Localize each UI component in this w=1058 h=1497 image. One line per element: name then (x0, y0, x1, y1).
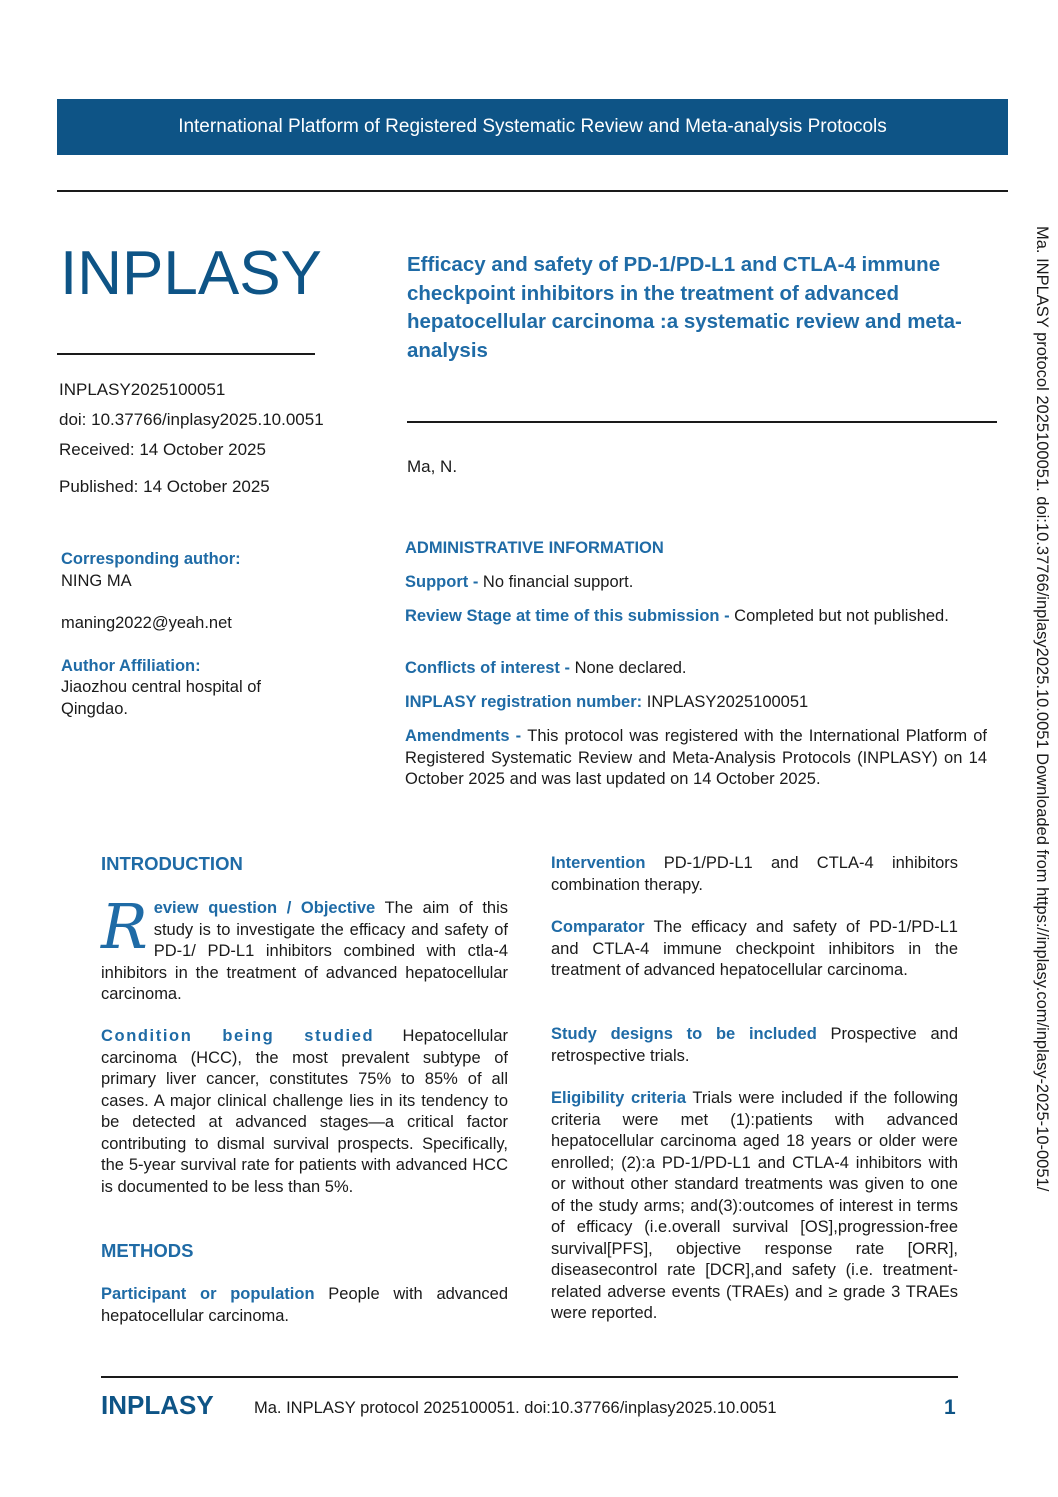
amendments-info (405, 726, 987, 791)
registration-label: INPLASY registration number: (405, 693, 647, 711)
support-label: Support - (405, 573, 483, 591)
footer-logo: INPLASY (101, 1390, 214, 1420)
conflicts-text: None declared. (574, 659, 687, 677)
eligibility-label: Eligibility criteria (551, 1089, 687, 1107)
population-label: Participant or population (101, 1285, 315, 1303)
comparator-text: The efficacy and safety of PD-1/PD-L1 and CTLA-4 immune checkpoint inhibitors in the treatment of advanced hepatocellular carcinoma. (551, 918, 958, 979)
author-name: Ma, N. (407, 457, 458, 476)
methods-heading: METHODS (101, 1240, 194, 1261)
title-divider (407, 421, 997, 423)
eligibility-text: Trials were included if the following criteria were met (1):patients with advanced hepatocellular carcinoma aged 18 years or older were enrolled; (2):a PD-1/PD-L1 and CTLA-4 inhibitors with or without other standard treatments was given to one of the study arms; and(3):outcomes of interest in terms of efficacy (i.e.overall survival [OS],progression-free survival[PFS], objective response rate [ORR], diseasecontrol rate [DCR],and safety (i.e. treatment-related adverse events (TRAEs) and ≥ grade 3 TRAEs were reported. (551, 1089, 958, 1322)
condition-paragraph (101, 1026, 508, 1198)
population-text: People with advanced hepatocellular carcinoma. (101, 1285, 508, 1325)
footer-divider (101, 1376, 958, 1378)
review-question-label: eview question / Objective (153, 899, 376, 917)
review-stage-text: Completed but not published. (734, 607, 949, 625)
corresponding-author-name: NING MA (61, 572, 132, 590)
registration-info (405, 692, 987, 714)
conflicts-info (405, 658, 987, 680)
published-date: Published: 14 October 2025 (59, 477, 270, 496)
download-side-note: Ma. INPLASY protocol 2025100051. doi:10.37766/inplasy2025.10.0051 Downloaded from https://inplasy.com/inplasy-2025-10-0051/ (1033, 226, 1051, 1192)
drop-cap: R (101, 890, 148, 963)
support-text: No financial support. (482, 573, 634, 591)
review-question-text: The aim of this study is to investigate the efficacy and safety of PD-1/ PD-L1 inhibitors combined with ctla-4 inhibitors in the treatment of advanced hepatocellular carcinoma. (101, 899, 508, 1003)
review-question-paragraph (101, 890, 508, 1006)
intervention-label: Intervention (551, 854, 646, 872)
doi: doi: 10.37766/inplasy2025.10.0051 (59, 410, 324, 429)
platform-banner (57, 99, 1008, 155)
corresponding-author-label: Corresponding author: (61, 550, 241, 568)
amendments-label: Amendments - (405, 727, 528, 745)
amendments-text: This protocol was registered with the International Platform of Registered Systematic Review and Meta-Analysis Protocols (INPLASY) on 14 October 2025 and was last updated on 14 October 2025. (405, 727, 988, 788)
received-date: Received: 14 October 2025 (59, 440, 266, 459)
study-designs-text: Prospective and retrospective trials. (551, 1025, 959, 1065)
inplasy-logo: INPLASY (60, 239, 322, 308)
registration-text: INPLASY2025100051 (646, 693, 809, 711)
condition-label: Condition being studied (101, 1027, 375, 1045)
study-designs-paragraph (551, 1024, 958, 1067)
top-divider (57, 190, 1008, 192)
condition-text: Hepatocellular carcinoma (HCC), the most prevalent subtype of primary liver cancer, constitutes 75% to 85% of all cases. A major clinical challenge lies in its tendency to be detected at advanced stages—a critical factor contributing to dismal survival prospects. Specifically, the 5-year survival rate for patients with advanced HCC is documented to be less than 5%. (101, 1027, 509, 1196)
footer-citation: Ma. INPLASY protocol 2025100051. doi:10.37766/inplasy2025.10.0051 (254, 1399, 777, 1417)
comparator-label: Comparator (551, 918, 645, 936)
logo-divider (57, 353, 315, 355)
introduction-heading: INTRODUCTION (101, 853, 243, 874)
registration-id: INPLASY2025100051 (59, 380, 226, 399)
population-paragraph (101, 1284, 508, 1327)
intervention-paragraph (551, 853, 958, 896)
page-number: 1 (944, 1396, 956, 1419)
author-affiliation-label: Author Affiliation: (61, 657, 201, 675)
author-email: maning2022@yeah.net (61, 614, 232, 632)
review-stage-info (405, 606, 987, 628)
review-stage-label: Review Stage at time of this submission - (405, 607, 735, 625)
author-affiliation: Jiaozhou central hospital of Qingdao. (61, 678, 261, 718)
eligibility-paragraph (551, 1088, 958, 1325)
support-info (405, 572, 987, 594)
banner-text: International Platform of Registered Systematic Review and Meta-analysis Protocols (178, 116, 887, 137)
comparator-paragraph (551, 917, 958, 982)
conflicts-label: Conflicts of interest - (405, 659, 575, 677)
paper-title: Efficacy and safety of PD-1/PD-L1 and CTLA-4 immune checkpoint inhibitors in the treatment of advanced hepatocellular carcinoma :a systematic review and meta-analysis (407, 253, 962, 362)
intervention-text: PD-1/PD-L1 and CTLA-4 inhibitors combination therapy. (551, 854, 958, 894)
study-designs-label: Study designs to be included (551, 1025, 817, 1043)
admin-heading: ADMINISTRATIVE INFORMATION (405, 539, 664, 557)
